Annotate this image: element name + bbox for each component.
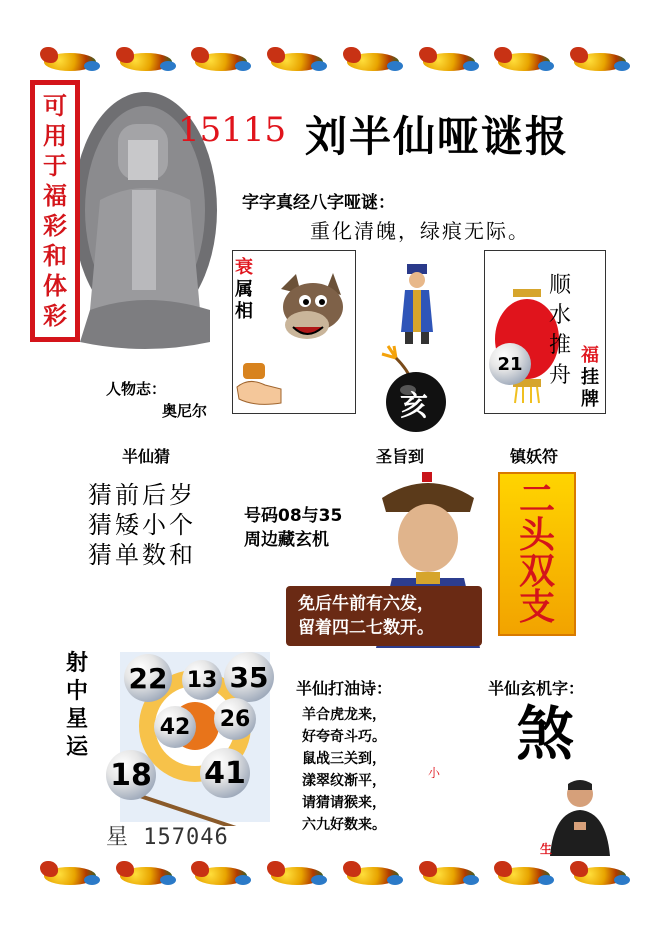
lucky-label-char: 中 [66,679,89,704]
guess-line: 猜前后岁 [88,481,196,509]
edict-title: 圣旨到 [376,447,425,466]
dragon-icon [116,859,176,893]
scroll-line: 免后牛前有六发， [298,594,434,614]
lucky-ball-number: 26 [219,706,251,732]
zodiac-box [232,250,356,414]
ancient-man-figure-icon [395,262,439,346]
dragon-icon [191,859,251,893]
lucky-ball [106,750,156,800]
bottom-dragon-border [40,856,630,896]
lantern-side-label-2: 挂 [581,367,599,388]
poem-line: 羊合虎龙来， [302,707,386,723]
dragon-icon [419,859,479,893]
banner-char: 用 [43,122,67,150]
guess-list [88,480,196,570]
dragon-icon [570,45,630,79]
scroll-line: 留着四二七数开。 [298,618,434,638]
dragon-icon [116,45,176,79]
top-dragon-border [40,42,630,82]
talisman-title: 镇妖符 [510,447,559,466]
dragon-icon [494,45,554,79]
lucky-ball-number: 18 [110,757,152,793]
secret-tail-char: 生 [540,842,553,856]
man-with-phone-image [544,776,616,856]
figure-label: 人物志： [106,380,167,398]
dragon-icon [40,45,100,79]
zodiac-label-2: 属 [235,279,253,300]
lantern-side-label-1: 福 [581,345,599,366]
talisman-char: 支 [518,587,555,628]
lucky-ball-number: 13 [186,667,218,693]
idiom-char: 水 [549,303,572,328]
idiom-char: 顺 [549,273,572,298]
lucky-ball-number: 42 [159,714,191,740]
lucky-ball [182,660,222,700]
guess-text: 猜单数 [88,541,169,569]
banner-char: 彩 [43,302,67,330]
lucky-ball-number: 41 [204,755,246,791]
lucky-ball [154,706,196,748]
talisman-char: 双 [518,551,555,592]
lucky-label-char: 星 [66,707,89,732]
talisman-card [498,472,576,636]
lucky-bottom-text: 星 157046 [106,825,229,850]
idiom-text [549,271,571,391]
talisman-char: 头 [518,515,555,556]
dragon-icon [494,859,554,893]
banner-char: 福 [43,182,67,210]
bomb-char: 亥 [400,389,429,422]
poem-line: 六九好数来。 [302,817,386,833]
idiom-char: 舟 [549,363,572,388]
secret-char: 煞 [516,700,575,768]
lucky-label-char: 射 [66,651,89,676]
lantern-number: 21 [497,353,523,375]
lucky-ball [124,654,172,702]
dragon-icon [419,45,479,79]
zodiac-label-3: 相 [235,301,253,322]
dragon-icon [267,45,327,79]
poem-title: 半仙打油诗： [296,679,393,698]
number-hint [244,504,342,552]
lucky-ball [214,698,256,740]
banner-char: 彩 [43,212,67,240]
number-hint-line: 周边藏玄机 [244,530,329,550]
number-hint-line: 号码08与35 [244,506,343,526]
lantern-number-ball [489,343,531,385]
poem-lines [302,704,386,836]
lucky-ball-number: 22 [128,661,168,695]
dragon-icon [40,859,100,893]
poem-line: 好夸奇斗巧。 [302,729,386,745]
poem-line: 请猜请猴来， [302,795,386,811]
banner-char: 可 [43,92,67,120]
poem-small-mark: 小 [428,766,441,780]
banner-char: 体 [43,272,67,300]
lantern-box [484,250,606,414]
guess-tail: 和 [169,541,196,569]
lucky-ball [224,652,274,702]
guess-line: 猜矮小个 [88,511,196,539]
issue-number: 15115 [178,110,287,150]
banner-char: 于 [43,152,67,180]
wolf-cartoon-icon [271,269,351,349]
lucky-label-char: 运 [66,735,89,760]
guess-line [88,540,196,570]
dragon-icon [343,45,403,79]
lantern-side-label-3: 牌 [581,389,599,410]
banner-char: 和 [43,242,67,270]
dragon-icon [570,859,630,893]
lucky-ball [200,748,250,798]
usage-banner [30,80,80,342]
dragon-icon [267,859,327,893]
figure-name: 奥尼尔 [162,402,208,420]
dragon-icon [191,45,251,79]
poem-line: 鼠战三关到， [302,751,386,767]
riddle-label: 字字真经八字哑谜： [242,193,395,213]
lucky-label [66,650,88,762]
zodiac-label-1: 衰 [235,257,253,278]
poem-line: 漾翠纹渐平， [302,773,386,789]
dragon-icon [343,859,403,893]
talisman-char: 二 [518,479,555,520]
idiom-char: 推 [549,333,572,358]
riddle-text: 重化清魄，绿痕无际。 [310,219,530,243]
lucky-ball-number: 35 [229,660,269,694]
secret-title: 半仙玄机字： [488,679,585,698]
guess-title: 半仙猜 [122,447,171,466]
scroll-text [298,592,434,640]
page-title: 刘半仙哑谜报 [305,112,570,161]
hand-teacup-icon [235,359,287,409]
